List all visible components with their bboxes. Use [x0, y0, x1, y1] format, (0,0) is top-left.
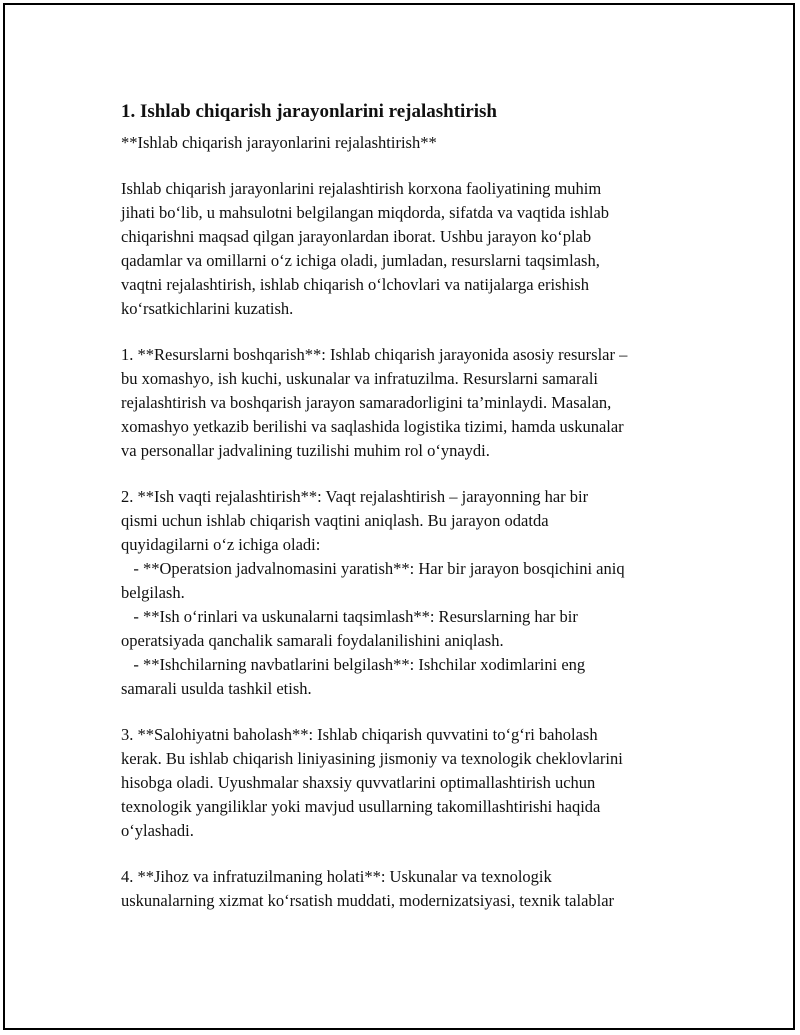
text-line: texnologik yangiliklar yoki mavjud usullarning takomillashtirishi haqida [121, 797, 601, 816]
paragraph-work-time [121, 485, 696, 701]
document-page [3, 3, 795, 1030]
text-line: jihati bo‘lib, u mahsulotni belgilangan miqdorda, sifatda va vaqtida ishlab [121, 203, 610, 222]
text-line: o‘ylashadi. [121, 821, 194, 840]
text-line: - **Operatsion jadvalnomasini yaratish**: Har bir jarayon bosqichini aniq [121, 559, 625, 578]
text-line: belgilash. [121, 583, 185, 602]
text-line: ko‘rsatkichlarini kuzatish. [121, 299, 294, 318]
text-line: 1. **Resurslarni boshqarish**: Ishlab chiqarish jarayonida asosiy resurslar – [121, 345, 628, 364]
paragraph-equipment [121, 865, 696, 913]
text-line: kerak. Bu ishlab chiqarish liniyasining jismoniy va texnologik cheklovlarini [121, 749, 623, 768]
text-line: bu xomashyo, ish kuchi, uskunalar va infratuzilma. Resurslarni samarali [121, 369, 599, 388]
text-line: 3. **Salohiyatni baholash**: Ishlab chiqarish quvvatini to‘g‘ri baholash [121, 725, 598, 744]
text-line: hisobga oladi. Uyushmalar shaxsiy quvvatlarini optimallashtirish uchun [121, 773, 596, 792]
text-line: xomashyo yetkazib berilishi va saqlashida logistika tizimi, hamda uskunalar [121, 417, 624, 436]
text-line: quyidagilarni o‘z ichiga oladi: [121, 535, 321, 554]
document-content [121, 99, 696, 935]
text-line: operatsiyada qanchalik samarali foydalanilishini aniqlash. [121, 631, 504, 650]
text-line: chiqarishni maqsad qilgan jarayonlardan iborat. Ushbu jarayon ko‘plab [121, 227, 592, 246]
text-line: va personallar jadvalining tuzilishi muhim rol o‘ynaydi. [121, 441, 490, 460]
text-line: qismi uchun ishlab chiqarish vaqtini aniqlash. Bu jarayon odatda [121, 511, 549, 530]
paragraph-resources [121, 343, 696, 463]
text-line: vaqtni rejalashtirish, ishlab chiqarish o‘lchovlari va natijalarga erishish [121, 275, 589, 294]
text-line: rejalashtirish va boshqarish jarayon samaradorligini ta’minlaydi. Masalan, [121, 393, 612, 412]
paragraph-capacity [121, 723, 696, 843]
text-line: Ishlab chiqarish jarayonlarini rejalashtirish korxona faoliyatining muhim [121, 179, 602, 198]
text-line: 4. **Jihoz va infratuzilmaning holati**: Uskunalar va texnologik [121, 867, 552, 886]
document-subtitle: **Ishlab chiqarish jarayonlarini rejalashtirish** [121, 133, 437, 152]
text-line: qadamlar va omillarni o‘z ichiga oladi, jumladan, resurslarni taqsimlash, [121, 251, 600, 270]
text-line: - **Ish o‘rinlari va uskunalarni taqsimlash**: Resurslarning har bir [121, 607, 578, 626]
text-line: uskunalarning xizmat ko‘rsatish muddati, modernizatsiyasi, texnik talablar [121, 891, 615, 910]
paragraph-intro [121, 177, 696, 321]
text-line: 2. **Ish vaqti rejalashtirish**: Vaqt rejalashtirish – jarayonning har bir [121, 487, 589, 506]
text-line: samarali usulda tashkil etish. [121, 679, 312, 698]
text-line: - **Ishchilarning navbatlarini belgilash**: Ishchilar xodimlarini eng [121, 655, 586, 674]
document-title: 1. Ishlab chiqarish jarayonlarini rejalashtirish [121, 101, 498, 122]
